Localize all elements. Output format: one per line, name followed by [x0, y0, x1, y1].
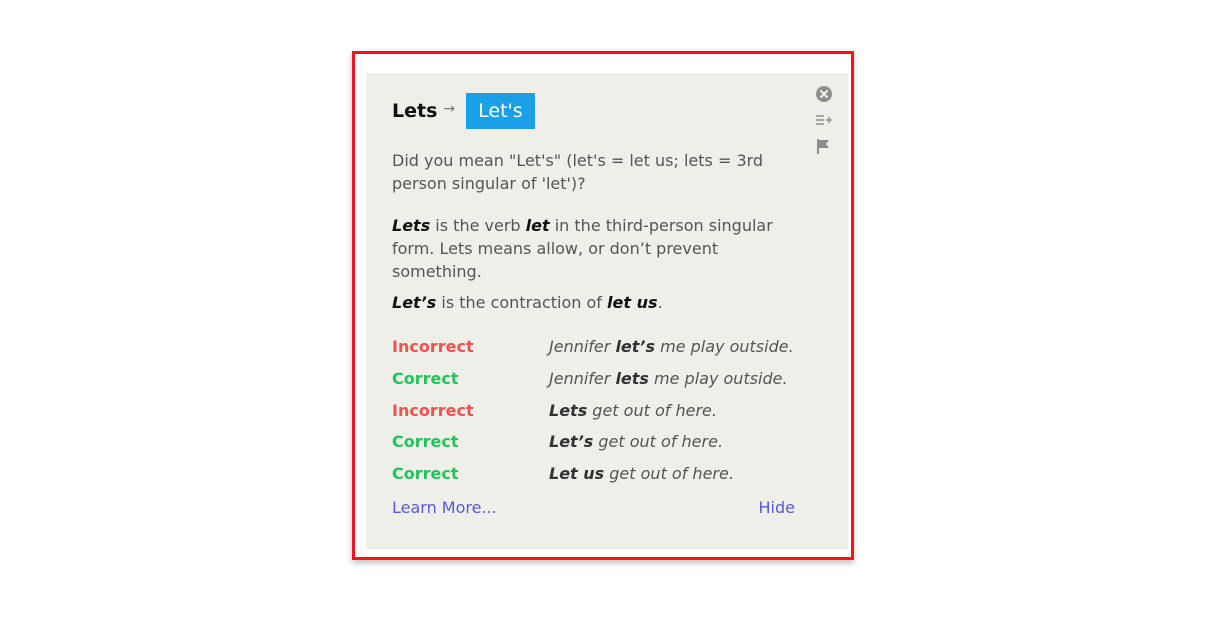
- explanation-lets-contraction: [392, 291, 802, 314]
- explanation-text-part: is the verb: [430, 216, 526, 235]
- explanation-text: [392, 149, 802, 314]
- card-footer: [392, 498, 795, 517]
- sentence-highlight: Let’s: [549, 432, 594, 452]
- sentence-part: get out of here.: [593, 432, 724, 452]
- sentence-highlight: Lets: [549, 400, 588, 420]
- example-row: [392, 331, 812, 363]
- explanation-text-part: is the contraction of: [436, 293, 608, 312]
- close-icon[interactable]: [815, 85, 833, 103]
- example-status: Correct: [392, 432, 459, 452]
- example-sentence: [549, 432, 723, 451]
- explanation-text-part: .: [657, 293, 663, 312]
- example-status: Correct: [392, 464, 459, 484]
- add-to-dictionary-icon[interactable]: [815, 111, 833, 129]
- term-lets: Lets: [392, 216, 431, 235]
- sentence-part: Jennifer: [549, 369, 616, 389]
- examples-list: [392, 331, 812, 489]
- card-actions: [815, 85, 833, 163]
- example-sentence: [549, 464, 734, 483]
- term-let: let: [525, 216, 550, 235]
- explanation-lets: [392, 214, 802, 283]
- sentence-part: get out of here.: [604, 464, 734, 484]
- example-sentence: [549, 401, 717, 420]
- arrow-icon: →: [443, 101, 456, 117]
- card-header: [392, 93, 535, 129]
- sentence-part: me play outside.: [648, 369, 788, 389]
- example-row: [392, 458, 812, 490]
- flag-icon[interactable]: [815, 137, 833, 155]
- example-status: Incorrect: [392, 337, 474, 357]
- sentence-part: get out of here.: [587, 400, 717, 420]
- sentence-part: Jennifer: [549, 337, 616, 357]
- question-text: Did you mean "Let's" (let's = let us; lets = 3rd person singular of 'let')?: [392, 151, 764, 193]
- example-row: [392, 394, 812, 426]
- example-row: [392, 363, 812, 395]
- example-status: Correct: [392, 369, 459, 389]
- original-word: Lets: [392, 100, 438, 122]
- example-sentence: [549, 369, 788, 388]
- suggestion-card: [366, 73, 848, 549]
- learn-more-link[interactable]: Learn More...: [392, 498, 497, 517]
- suggestion-button[interactable]: Let's: [466, 93, 535, 129]
- sentence-highlight: Let us: [549, 464, 605, 484]
- example-status: Incorrect: [392, 400, 474, 420]
- example-sentence: [549, 337, 794, 356]
- example-row: [392, 426, 812, 458]
- sentence-highlight: lets: [615, 369, 649, 389]
- term-let-us: let us: [607, 293, 658, 312]
- explanation-text-part: in the third-person singular form. Lets means allow, or don’t prevent something.: [392, 216, 773, 281]
- hide-link[interactable]: Hide: [758, 498, 795, 517]
- sentence-part: me play outside.: [655, 337, 794, 357]
- term-lets-apostrophe: Let’s: [392, 293, 437, 312]
- suggestion-popup-highlight: [352, 51, 854, 560]
- sentence-highlight: let’s: [615, 337, 656, 357]
